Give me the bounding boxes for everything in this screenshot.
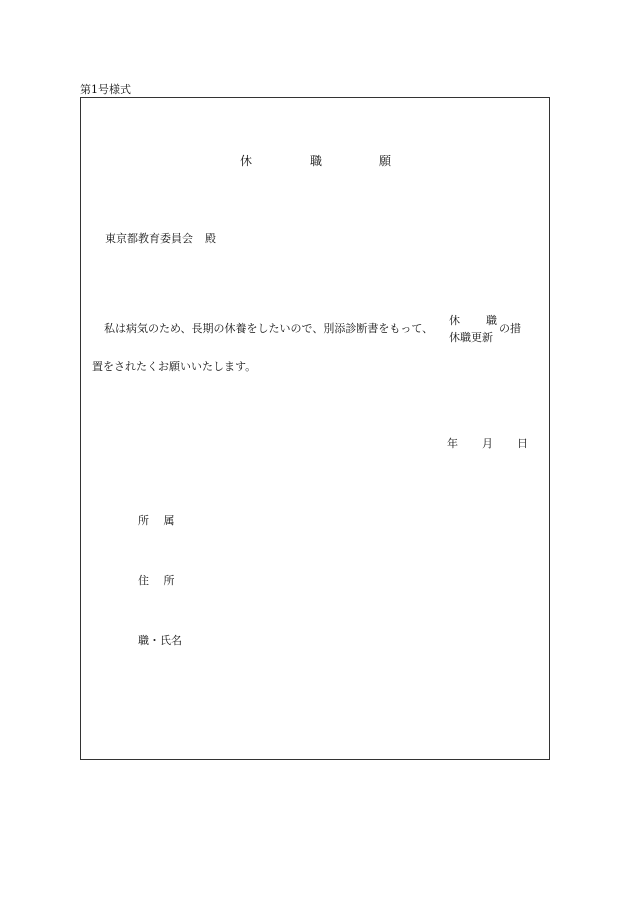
request-text-line-1: 私は病気のため、長期の休養をしたいので、別添診断書をもって、 (104, 322, 434, 335)
title-char-3: 願 (379, 154, 392, 168)
choice-option-leave-renewal: 休職更新 (449, 331, 493, 344)
choice-option-leave (449, 312, 497, 328)
title-char-1: 休 (240, 154, 253, 168)
addressee-honorific: 殿 (205, 232, 216, 245)
date-day: 日 (517, 437, 528, 450)
address-label: 住 所 (138, 574, 175, 587)
affiliation-label: 所 属 (138, 514, 175, 527)
addressee-name: 東京都教育委員会 (105, 232, 193, 245)
form-number: 第1号様式 (80, 83, 131, 96)
choice-option-leave-char-1: 休 (449, 314, 460, 327)
form-frame (80, 97, 550, 760)
title-char-2: 職 (310, 154, 323, 168)
date-month: 月 (482, 437, 493, 450)
leave-type-choice (449, 312, 497, 342)
request-text-line-2: 置をされたくお願いいたします。 (92, 360, 257, 373)
date-year: 年 (447, 437, 458, 450)
addressee (105, 230, 216, 246)
request-text-line-1-suffix: の措 (499, 322, 521, 335)
choice-option-leave-char-2: 職 (486, 314, 497, 327)
form-title (0, 152, 630, 168)
position-name-label: 職・氏名 (138, 634, 182, 647)
